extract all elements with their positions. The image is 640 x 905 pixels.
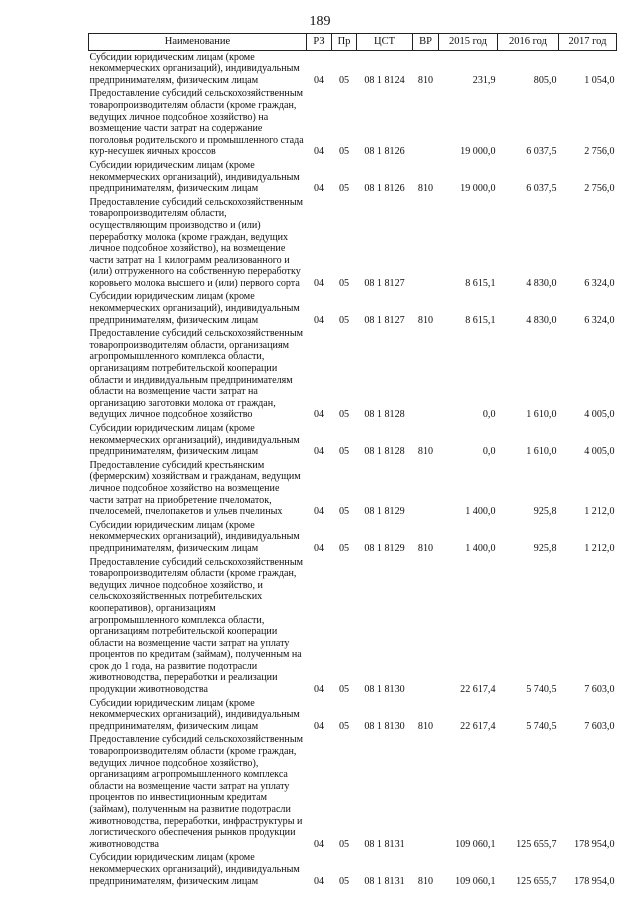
table-row: [89, 733, 617, 851]
row-2017: 178 954,0: [574, 875, 615, 887]
row-vr: [413, 556, 439, 697]
row-2017: 4 005,0: [584, 409, 615, 421]
header-2016: 2016 год: [498, 34, 559, 51]
row-cst: 08 1 8130: [364, 684, 405, 696]
row-vr: [413, 87, 439, 159]
row-2015: 19 000,0: [460, 146, 496, 158]
row-2015: 109 060,1: [455, 838, 496, 850]
row-name: Предоставление субсидий сельскохозяйственным товаропроизводителям области, осуществляющим производство и (или) переработку молока (кроме граждан, ведущих личное подсобное хозяйство), на возмещение части затрат на 1 килограмм реализованного и (или) отгруженного на собственную переработку коровьего молока высшего и (или) первого сорта: [89, 196, 303, 289]
row-name: Субсидии юридическим лицам (кроме некоммерческих организаций), индивидуальным предпринимателям, физическим лицам: [89, 423, 300, 458]
row-name: Субсидии юридическим лицам (кроме некоммерческих организаций), индивидуальным предпринимателям, физическим лицам: [89, 159, 300, 195]
table-row: [89, 327, 617, 422]
row-vr: 810: [417, 875, 434, 887]
row-cst: 08 1 8131: [364, 875, 405, 887]
row-cst: 08 1 8128: [364, 446, 405, 458]
row-pr: 05: [338, 146, 350, 158]
row-2015: 1 400,0: [465, 542, 496, 554]
row-cst: 08 1 8126: [364, 146, 405, 158]
row-2016: 4 830,0: [526, 314, 557, 326]
table-row: [89, 159, 617, 196]
row-pr: 05: [338, 838, 350, 850]
header-vr: ВР: [413, 34, 439, 51]
row-rz: 04: [313, 684, 325, 696]
row-2017: 1 054,0: [584, 74, 615, 86]
row-name: Субсидии юридическим лицам (кроме некоммерческих организаций), индивидуальным предпринимателям, физическим лицам: [89, 519, 300, 554]
row-rz: 04: [313, 183, 325, 195]
row-vr: 810: [417, 183, 434, 195]
row-2015: 22 617,4: [460, 720, 496, 732]
row-pr: 05: [338, 720, 350, 732]
row-name: Предоставление субсидий сельскохозяйственным товаропроизводителям области, организациям агропромышленного комплекса области, организациям потребительской кооперации области и индивидуальным предпринимателям области на возмещение части затрат на организацию заготовки молока от граждан, ведущих личное подсобное хозяйство: [89, 328, 303, 421]
page-number: 189: [309, 14, 331, 29]
row-cst: 08 1 8129: [364, 542, 405, 554]
row-2016: 5 740,5: [526, 684, 557, 696]
header-2017: 2017 год: [559, 34, 617, 51]
table-row: [89, 519, 617, 556]
row-pr: 05: [338, 875, 350, 887]
table-row: [89, 422, 617, 459]
row-cst: 08 1 8127: [364, 277, 405, 289]
row-cst: 08 1 8127: [364, 314, 405, 326]
header-pr: Пр: [332, 34, 357, 51]
row-2015: 0,0: [482, 409, 496, 421]
row-2016: 925,8: [533, 506, 557, 518]
row-name: Субсидии юридическим лицам (кроме некоммерческих организаций), индивидуальным предпринимателям, физическим лицам: [89, 852, 300, 887]
row-vr: 810: [417, 314, 434, 326]
table-header-row: [89, 34, 617, 51]
budget-table: [88, 33, 617, 888]
row-2017: 4 005,0: [584, 446, 615, 458]
row-2017: 178 954,0: [574, 838, 615, 850]
row-2017: 6 324,0: [584, 314, 615, 326]
row-pr: 05: [338, 446, 350, 458]
row-vr: [413, 459, 439, 519]
row-2015: 8 615,1: [465, 314, 496, 326]
row-2017: 7 603,0: [584, 720, 615, 732]
row-rz: 04: [313, 277, 325, 289]
row-rz: 04: [313, 409, 325, 421]
row-cst: 08 1 8130: [364, 720, 405, 732]
row-rz: 04: [313, 314, 325, 326]
row-2017: 2 756,0: [584, 146, 615, 158]
row-rz: 04: [313, 74, 325, 86]
row-vr: 810: [417, 446, 434, 458]
row-2017: 2 756,0: [584, 183, 615, 195]
row-2016: 5 740,5: [526, 720, 557, 732]
row-pr: 05: [338, 314, 350, 326]
row-vr: 810: [417, 720, 434, 732]
row-name: Субсидии юридическим лицам (кроме некоммерческих организаций), индивидуальным предпринимателям, физическим лицам: [89, 697, 300, 732]
row-rz: 04: [313, 542, 325, 554]
row-2016: 805,0: [533, 74, 557, 86]
row-2016: 925,8: [533, 542, 557, 554]
row-2016: 125 655,7: [516, 875, 557, 887]
table-row: [89, 87, 617, 159]
row-2016: 6 037,5: [526, 183, 557, 195]
row-pr: 05: [338, 684, 350, 696]
row-2017: 7 603,0: [584, 684, 615, 696]
header-cst: ЦСТ: [357, 34, 413, 51]
table-row: [89, 851, 617, 888]
row-name: Субсидии юридическим лицам (кроме некоммерческих организаций), индивидуальным предпринимателям, физическим лицам: [89, 51, 300, 86]
row-pr: 05: [338, 542, 350, 554]
row-2016: 125 655,7: [516, 838, 557, 850]
row-pr: 05: [338, 183, 350, 195]
row-2017: 6 324,0: [584, 277, 615, 289]
row-rz: 04: [313, 446, 325, 458]
table-row: [89, 459, 617, 519]
row-vr: [413, 196, 439, 291]
row-vr: [413, 327, 439, 422]
row-2017: 1 212,0: [584, 542, 615, 554]
row-name: Предоставление субсидий крестьянским (фермерским) хозяйствам и гражданам, ведущим личное подсобное хозяйство на возмещение части затрат на приобретение пчеломаток, пчелосемей, пчелопакетов и ульев пчелиных: [89, 459, 301, 518]
row-rz: 04: [313, 875, 325, 887]
row-cst: 08 1 8124: [364, 74, 405, 86]
row-2016: 1 610,0: [526, 446, 557, 458]
row-2016: 1 610,0: [526, 409, 557, 421]
row-name: Предоставление субсидий сельскохозяйственным товаропроизводителям области (кроме граждан, ведущих личное подсобное хозяйство, и сельскохозяйственных потребительских кооперативов), организациям агропромышленного комплекса области, организациям потребительской кооперации области на возмещение части затрат на уплату процентов по кредитам (займам), полученным на срок до 1 года, на развитие подотрасли животноводства, переработки и реализации продукции животноводства: [89, 556, 303, 696]
row-2015: 8 615,1: [465, 277, 496, 289]
table-row: [89, 556, 617, 697]
row-cst: 08 1 8126: [364, 183, 405, 195]
table-row: [89, 50, 617, 87]
table-row: [89, 290, 617, 327]
header-2015: 2015 год: [439, 34, 498, 51]
row-rz: 04: [313, 506, 325, 518]
table-row: [89, 196, 617, 291]
row-cst: 08 1 8129: [364, 506, 405, 518]
header-name: Наименование: [89, 34, 307, 51]
row-2015: 1 400,0: [465, 506, 496, 518]
table-body: [89, 50, 617, 888]
row-pr: 05: [338, 506, 350, 518]
row-name: Субсидии юридическим лицам (кроме некоммерческих организаций), индивидуальным предпринимателям, физическим лицам: [89, 291, 300, 326]
row-cst: 08 1 8131: [364, 838, 405, 850]
row-name: Предоставление субсидий сельскохозяйственным товаропроизводителям области (кроме граждан, ведущих личное подсобное хозяйство), организациям агропромышленного комплекса области на возмещение части затрат на уплату процентов по инвестиционным кредитам (займам), полученным на развитие подотрасли животноводства, переработки, инфраструктуры и логистического обеспечения рынков продукции животноводства: [89, 734, 303, 850]
row-rz: 04: [313, 838, 325, 850]
row-pr: 05: [338, 74, 350, 86]
row-2015: 231,9: [472, 74, 496, 86]
row-pr: 05: [338, 277, 350, 289]
row-2015: 22 617,4: [460, 684, 496, 696]
row-2016: 6 037,5: [526, 146, 557, 158]
row-2016: 4 830,0: [526, 277, 557, 289]
row-2015: 109 060,1: [455, 875, 496, 887]
row-vr: 810: [417, 542, 434, 554]
row-rz: 04: [313, 146, 325, 158]
header-rz: РЗ: [307, 34, 332, 51]
row-vr: 810: [417, 74, 434, 86]
row-2017: 1 212,0: [584, 506, 615, 518]
row-name: Предоставление субсидий сельскохозяйственным товаропроизводителям области (кроме граждан, ведущих личное подсобное хозяйство) на возмещение части затрат на содержание поголовья родительского и промышленного стада кур-несушек яичных кроссов: [89, 88, 304, 158]
row-2015: 19 000,0: [460, 183, 496, 195]
row-cst: 08 1 8128: [364, 409, 405, 421]
row-vr: [413, 733, 439, 851]
row-pr: 05: [338, 409, 350, 421]
row-2015: 0,0: [482, 446, 496, 458]
table-row: [89, 697, 617, 734]
row-rz: 04: [313, 720, 325, 732]
